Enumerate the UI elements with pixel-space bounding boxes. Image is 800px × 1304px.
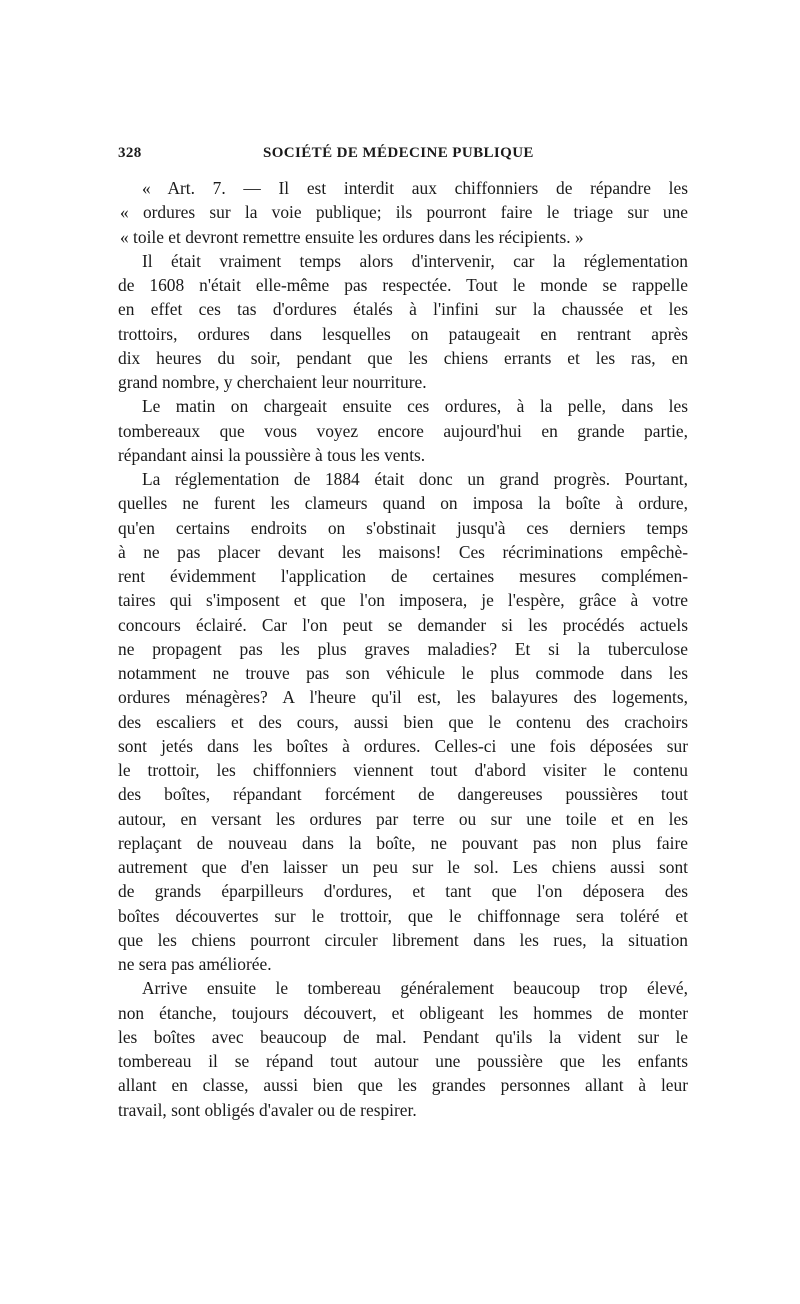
text-line: Il était vraiment temps alors d'intervenir, car la réglementation bbox=[142, 250, 688, 271]
text-line: ordures ménagères? A l'heure qu'il est, les balayures des logements, bbox=[118, 687, 688, 708]
text-line: dix heures du soir, pendant que les chiens errants et les ras, en bbox=[118, 347, 688, 368]
paragraph bbox=[118, 176, 688, 249]
text-line: que les chiens pourront circuler librement dans les rues, la situation bbox=[118, 929, 688, 950]
paragraph bbox=[118, 467, 688, 976]
page-number: 328 bbox=[118, 145, 142, 161]
text-line: « toile et devront remettre ensuite les ordures dans les récipients. » bbox=[120, 226, 584, 247]
text-line: tombereau il se répand tout autour une poussière que les enfants bbox=[118, 1051, 688, 1071]
text-line: taires qui s'imposent et que l'on imposera, je l'espère, grâce à votre bbox=[118, 590, 688, 611]
text-line: le trottoir, les chiffonniers viennent tout d'abord visiter le contenu bbox=[118, 760, 688, 780]
text-line: autrement que d'en laisser un peu sur le sol. Les chiens aussi sont bbox=[118, 857, 688, 877]
text-line: les boîtes avec beaucoup de mal. Pendant qu'ils la vident sur le bbox=[118, 1026, 688, 1047]
text-line: grand nombre, y cherchaient leur nourriture. bbox=[118, 372, 427, 392]
text-line: boîtes découvertes sur le trottoir, que le chiffonnage sera toléré et bbox=[118, 905, 688, 926]
text-line: ne sera pas améliorée. bbox=[118, 954, 272, 974]
page-body bbox=[118, 176, 688, 1122]
text-line: sont jetés dans les boîtes à ordures. Celles-ci une fois déposées sur bbox=[118, 735, 688, 756]
text-line: notamment ne trouve pas son véhicule le plus commode dans les bbox=[118, 663, 688, 683]
paragraph bbox=[118, 976, 688, 1122]
text-line: de grands éparpilleurs d'ordures, et tant que l'on déposera des bbox=[118, 881, 688, 902]
text-line: en effet ces tas d'ordures étalés à l'infini sur la chaussée et les bbox=[118, 299, 688, 320]
paragraph bbox=[118, 394, 688, 467]
text-line: trottoirs, ordures dans lesquelles on pataugeait en rentrant après bbox=[118, 323, 688, 344]
text-line: autour, en versant les ordures par terre ou sur une toile et en les bbox=[118, 808, 688, 829]
text-line: des boîtes, répandant forcément de dangereuses poussières tout bbox=[118, 784, 688, 805]
text-line: concours éclairé. Car l'on peut se demander si les procédés actuels bbox=[118, 614, 688, 635]
text-line: « ordures sur la voie publique; ils pourront faire le triage sur une bbox=[120, 202, 688, 223]
text-line: Le matin on chargeait ensuite ces ordures, à la pelle, dans les bbox=[142, 396, 688, 417]
text-line: de 1608 n'était elle-même pas respectée. Tout le monde se rappelle bbox=[118, 275, 688, 295]
text-line: ne propagent pas les plus graves maladies? Et si la tuberculose bbox=[118, 638, 688, 659]
paragraph bbox=[118, 249, 688, 395]
text-line: répandant ainsi la poussière à tous les vents. bbox=[118, 444, 426, 465]
text-line: tombereaux que vous voyez encore aujourd'hui en grande partie, bbox=[118, 420, 688, 441]
text-line: des escaliers et des cours, aussi bien que le contenu des crachoirs bbox=[118, 711, 688, 732]
text-line: non étanche, toujours découvert, et obligeant les hommes de monter bbox=[118, 1002, 688, 1023]
running-title: SOCIÉTÉ DE MÉDECINE PUBLIQUE bbox=[263, 145, 534, 161]
text-line: replaçant de nouveau dans la boîte, ne pouvant pas non plus faire bbox=[118, 832, 688, 853]
page-header bbox=[118, 145, 688, 169]
text-line: Arrive ensuite le tombereau généralement beaucoup trop élevé, bbox=[142, 978, 688, 999]
text-line: travail, sont obligés d'avaler ou de respirer. bbox=[118, 1099, 417, 1120]
text-line: qu'en certains endroits on s'obstinait jusqu'à ces derniers temps bbox=[118, 517, 688, 538]
text-line: « Art. 7. — Il est interdit aux chiffonniers de répandre les bbox=[142, 178, 688, 198]
text-line: rent évidemment l'application de certaines mesures complémen- bbox=[118, 566, 688, 586]
text-line: allant en classe, aussi bien que les grandes personnes allant à leur bbox=[118, 1075, 688, 1096]
text-line: La réglementation de 1884 était donc un grand progrès. Pourtant, bbox=[142, 469, 688, 489]
text-line: quelles ne furent les clameurs quand on imposa la boîte à ordure, bbox=[118, 493, 688, 514]
text-line: à ne pas placer devant les maisons! Ces récriminations empêchè- bbox=[118, 541, 688, 562]
